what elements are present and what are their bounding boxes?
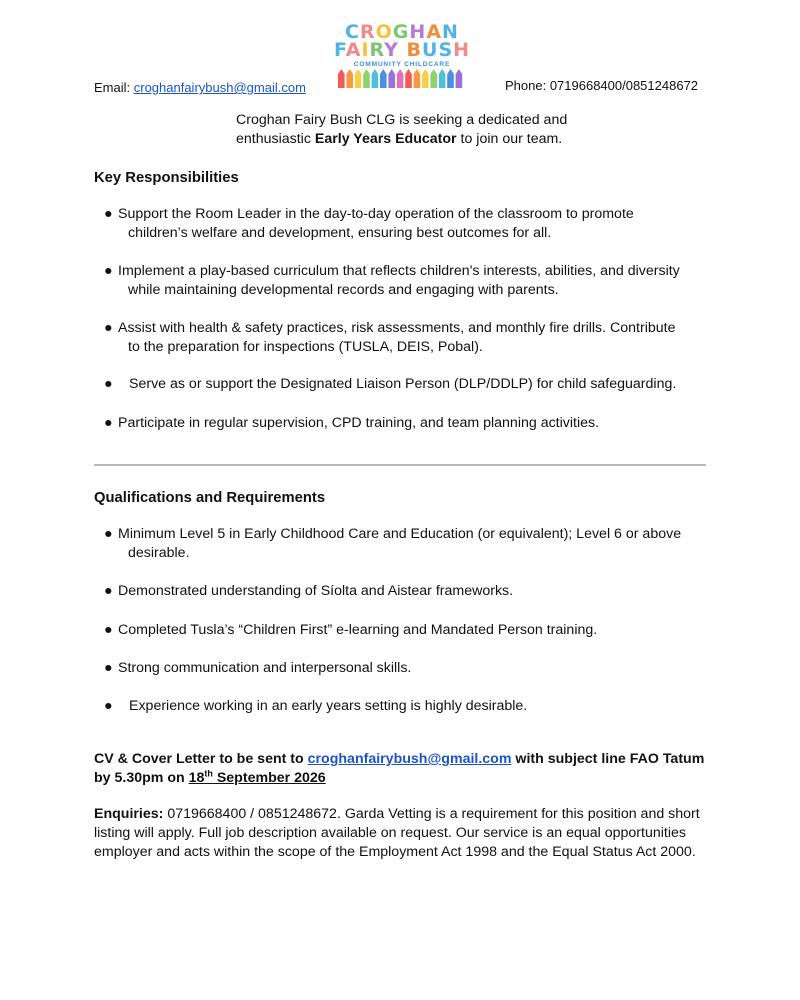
cv-text-1: CV & Cover Letter to be sent to: [94, 751, 308, 767]
pencil-body: [430, 74, 437, 88]
pencil-tip: [388, 69, 395, 74]
pencil-body: [405, 74, 412, 88]
intro-text-after: to join our team.: [456, 131, 563, 147]
bullet: ●: [104, 415, 113, 431]
list-item-line: Completed Tusla’s “Children First” e-learning and Mandated Person training.: [118, 622, 598, 638]
email-label: Email:: [94, 80, 134, 95]
pencil-body: [397, 74, 404, 88]
section-divider: [94, 464, 706, 466]
pencil-tip: [338, 69, 345, 74]
pencil-body: [422, 74, 429, 88]
list-item-line: Serve as or support the Designated Liaison Person (DLP/DDLP) for child safeguarding.: [129, 376, 677, 392]
pencil-tip: [380, 69, 387, 74]
deadline-day-suffix: th: [204, 768, 213, 779]
pencil-body: [355, 74, 362, 88]
deadline-month-year: September 2026: [212, 770, 326, 786]
logo-line-2: FAIRY BUSH: [333, 39, 471, 61]
bullet: ●: [104, 698, 113, 714]
pencil-body: [439, 74, 446, 88]
intro-job-title: Early Years Educator: [314, 131, 457, 147]
bullet: ●: [104, 263, 113, 279]
pencil-tip: [405, 69, 412, 74]
logo-line-3: COMMUNITY CHILDCARE: [353, 61, 451, 68]
pencil-tip: [372, 69, 379, 74]
list-item-line: Implement a play-based curriculum that reflects children's interests, abilities, and diversity: [118, 263, 680, 279]
list-item-line: while maintaining developmental records and engaging with parents.: [128, 282, 559, 298]
pencil-tip: [430, 69, 437, 74]
intro-text-before: Croghan Fairy Bush CLG is seeking a dedicated and enthusiastic: [236, 112, 568, 147]
pencil-body: [447, 74, 454, 88]
pencil-tip: [447, 69, 454, 74]
pencil-tip: [397, 69, 404, 74]
qualifications-heading: Qualifications and Requirements: [94, 490, 326, 506]
pencils-icon: [338, 69, 466, 89]
pencil-body: [456, 74, 463, 88]
cv-instructions: [94, 750, 714, 788]
enquiries-paragraph: [94, 805, 714, 862]
list-item-line: Support the Room Leader in the day-to-day operation of the classroom to promote: [118, 206, 634, 222]
bullet: ●: [104, 583, 113, 599]
list-item-line: Participate in regular supervision, CPD training, and team planning activities.: [118, 415, 600, 431]
pencil-tip: [422, 69, 429, 74]
bullet: ●: [104, 622, 113, 638]
cv-email-link[interactable]: croghanfairybush@gmail.com: [307, 751, 512, 767]
pencil-body: [363, 74, 370, 88]
email-line: [94, 80, 306, 95]
pencil-body: [338, 74, 345, 88]
pencil-body: [380, 74, 387, 88]
pencil-body: [346, 74, 353, 88]
list-item-line: Minimum Level 5 in Early Childhood Care and Education (or equivalent); Level 6 or above: [118, 526, 682, 542]
pencil-tip: [456, 69, 463, 74]
list-item-line: Experience working in an early years setting is highly desirable.: [129, 698, 528, 714]
bullet: ●: [104, 526, 113, 542]
key-responsibilities-heading: Key Responsibilities: [94, 170, 239, 186]
list-item-line: Strong communication and interpersonal skills.: [118, 660, 412, 676]
deadline-day: 18: [188, 770, 205, 786]
enquiries-label: Enquiries:: [94, 806, 164, 822]
logo-line-1: CROGHAN: [345, 21, 459, 43]
deadline-date: [189, 770, 326, 786]
pencil-body: [414, 74, 421, 88]
logo: [312, 20, 492, 90]
cv-text-2: with subject line FAO Tatum by 5.30pm on: [94, 751, 705, 786]
list-item-line: desirable.: [128, 545, 190, 561]
phone-line: Phone: 0719668400/0851248672: [505, 78, 699, 93]
pencil-tip: [363, 69, 370, 74]
bullet: ●: [104, 206, 113, 222]
pencil-tip: [439, 69, 446, 74]
list-item-line: Demonstrated understanding of Síolta and Aistear frameworks.: [118, 583, 514, 599]
intro-paragraph: [236, 111, 586, 149]
pencil-body: [388, 74, 395, 88]
list-item-line: to the preparation for inspections (TUSLA, DEIS, Pobal).: [128, 339, 483, 355]
bullet: ●: [104, 660, 113, 676]
bullet: ●: [104, 376, 113, 392]
bullet: ●: [104, 320, 113, 336]
pencil-body: [372, 74, 379, 88]
list-item-line: Assist with health & safety practices, risk assessments, and monthly fire drills. Contribute: [118, 320, 676, 336]
email-link[interactable]: croghanfairybush@gmail.com: [133, 80, 306, 95]
pencil-tip: [414, 69, 421, 74]
enquiries-text: 0719668400 / 0851248672. Garda Vetting is a requirement for this position and short listing will apply. Full job description available on request. Our service is an equal opportunities employer and acts within the scope of the Employment Act 1998 and the Equal Status Act 2000.: [94, 806, 700, 860]
list-item-line: children’s welfare and development, ensuring best outcomes for all.: [128, 225, 552, 241]
pencil-tip: [355, 69, 362, 74]
pencil-tip: [346, 69, 353, 74]
